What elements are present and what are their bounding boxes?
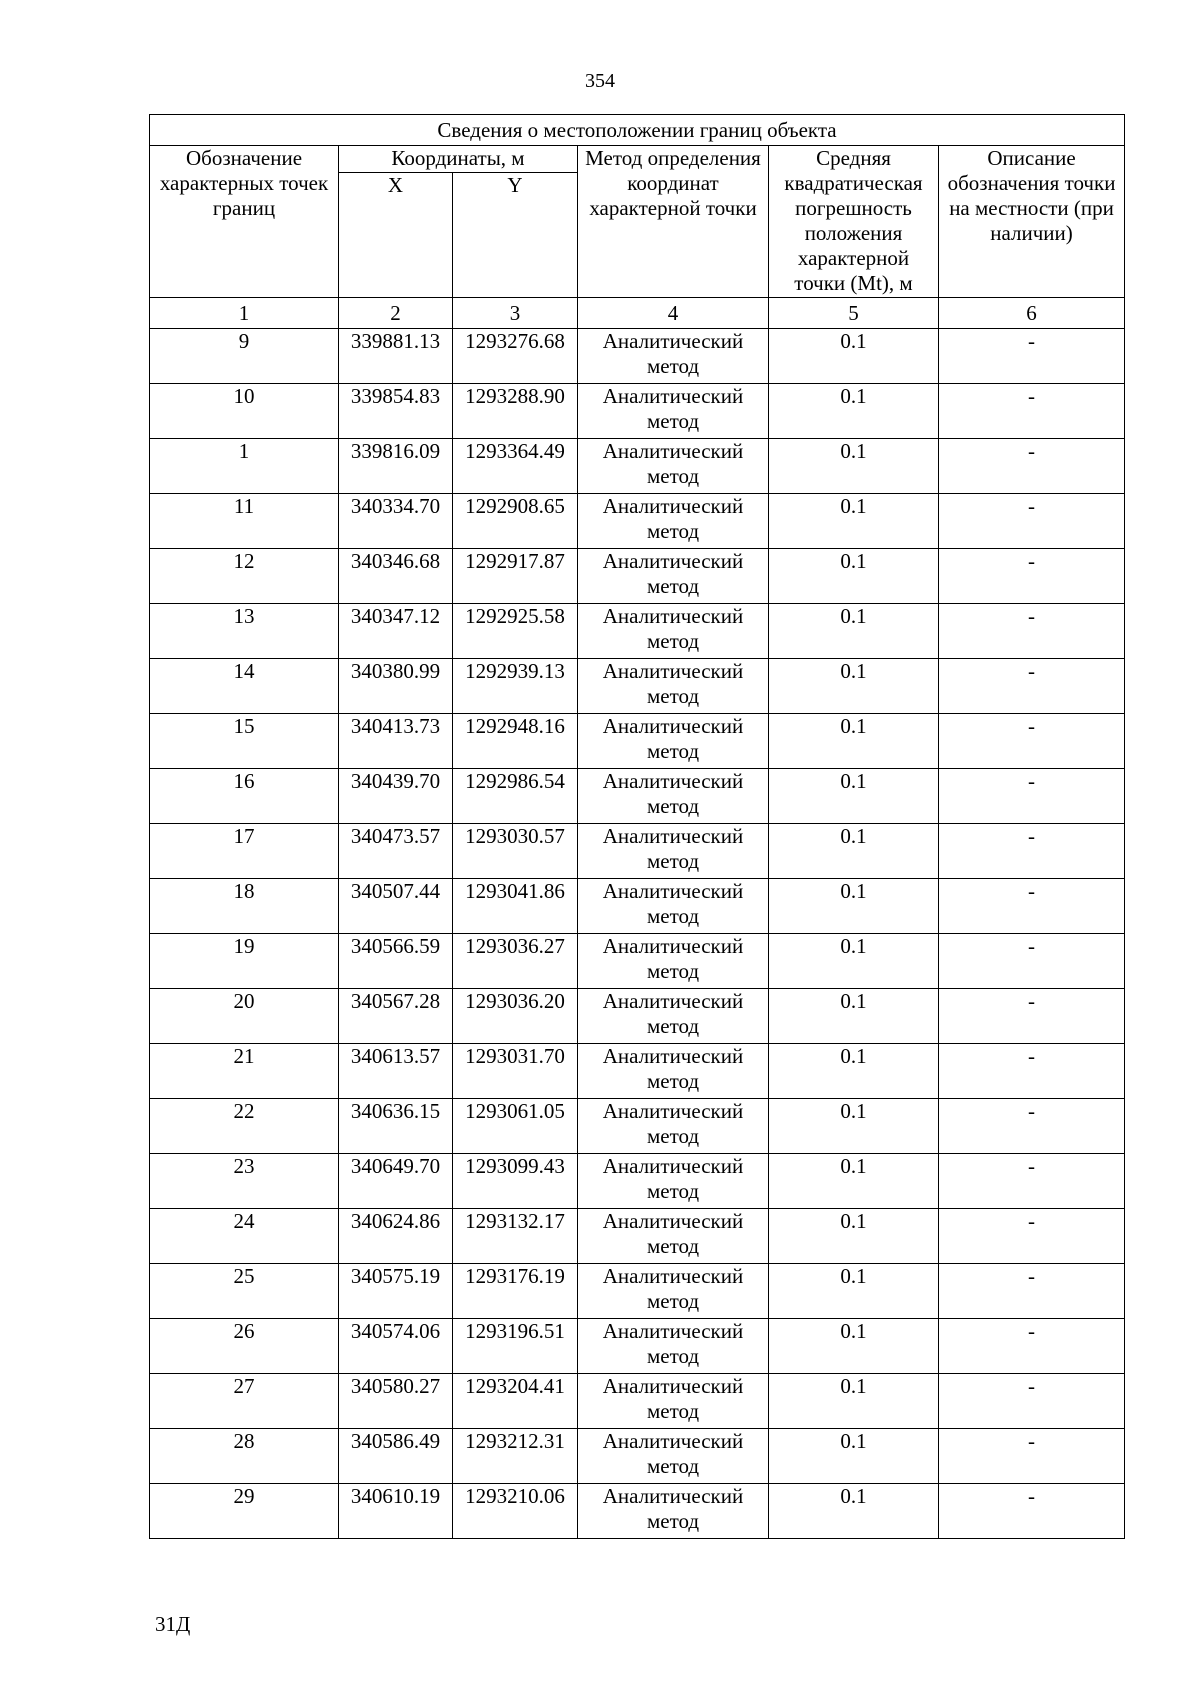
x-coordinate-cell: 340567.28 xyxy=(339,989,453,1044)
point-cell: 21 xyxy=(150,1044,339,1099)
point-cell: 28 xyxy=(150,1429,339,1484)
method-cell: Аналитический метод xyxy=(578,1044,769,1099)
footer-document-code: 31Д xyxy=(155,1612,191,1636)
boundary-coordinates-table xyxy=(149,114,1125,1539)
column-number: 6 xyxy=(939,298,1125,329)
error-cell: 0.1 xyxy=(769,1484,939,1539)
description-cell: - xyxy=(939,934,1125,989)
header-point-designation: Обозначение характерных точек границ xyxy=(150,146,339,298)
error-cell: 0.1 xyxy=(769,1319,939,1374)
method-cell: Аналитический метод xyxy=(578,384,769,439)
description-cell: - xyxy=(939,1264,1125,1319)
x-coordinate-cell: 340439.70 xyxy=(339,769,453,824)
y-coordinate-cell: 1293036.27 xyxy=(453,934,578,989)
x-coordinate-cell: 340380.99 xyxy=(339,659,453,714)
point-cell: 19 xyxy=(150,934,339,989)
x-coordinate-cell: 340613.57 xyxy=(339,1044,453,1099)
table-title: Сведения о местоположении границ объекта xyxy=(150,115,1125,146)
table-row xyxy=(150,1044,1125,1099)
header-mean-square-error: Средняя квадратическая погрешность положения характерной точки (Mt), м xyxy=(769,146,939,298)
method-cell: Аналитический метод xyxy=(578,1099,769,1154)
method-cell: Аналитический метод xyxy=(578,714,769,769)
column-number: 2 xyxy=(339,298,453,329)
point-cell: 12 xyxy=(150,549,339,604)
description-cell: - xyxy=(939,439,1125,494)
method-cell: Аналитический метод xyxy=(578,769,769,824)
error-cell: 0.1 xyxy=(769,1209,939,1264)
error-cell: 0.1 xyxy=(769,494,939,549)
table-row xyxy=(150,1099,1125,1154)
y-coordinate-cell: 1293030.57 xyxy=(453,824,578,879)
header-y: Y xyxy=(453,173,578,298)
error-cell: 0.1 xyxy=(769,714,939,769)
y-coordinate-cell: 1293288.90 xyxy=(453,384,578,439)
method-cell: Аналитический метод xyxy=(578,934,769,989)
x-coordinate-cell: 339854.83 xyxy=(339,384,453,439)
description-cell: - xyxy=(939,494,1125,549)
table-row xyxy=(150,1154,1125,1209)
description-cell: - xyxy=(939,329,1125,384)
column-number: 3 xyxy=(453,298,578,329)
y-coordinate-cell: 1293099.43 xyxy=(453,1154,578,1209)
column-number-row xyxy=(150,298,1125,329)
description-cell: - xyxy=(939,1319,1125,1374)
table-row xyxy=(150,1484,1125,1539)
error-cell: 0.1 xyxy=(769,604,939,659)
method-cell: Аналитический метод xyxy=(578,1484,769,1539)
x-coordinate-cell: 340624.86 xyxy=(339,1209,453,1264)
description-cell: - xyxy=(939,604,1125,659)
header-coordinates: Координаты, м xyxy=(339,146,578,173)
page-number: 354 xyxy=(585,70,615,92)
y-coordinate-cell: 1292986.54 xyxy=(453,769,578,824)
method-cell: Аналитический метод xyxy=(578,1209,769,1264)
description-cell: - xyxy=(939,769,1125,824)
y-coordinate-cell: 1293276.68 xyxy=(453,329,578,384)
point-cell: 23 xyxy=(150,1154,339,1209)
x-coordinate-cell: 340575.19 xyxy=(339,1264,453,1319)
description-cell: - xyxy=(939,384,1125,439)
error-cell: 0.1 xyxy=(769,1099,939,1154)
error-cell: 0.1 xyxy=(769,1264,939,1319)
error-cell: 0.1 xyxy=(769,329,939,384)
description-cell: - xyxy=(939,1429,1125,1484)
table-row xyxy=(150,439,1125,494)
table-body xyxy=(150,329,1125,1539)
table-row xyxy=(150,989,1125,1044)
y-coordinate-cell: 1293212.31 xyxy=(453,1429,578,1484)
table-row xyxy=(150,824,1125,879)
table-row xyxy=(150,659,1125,714)
y-coordinate-cell: 1292908.65 xyxy=(453,494,578,549)
header-method: Метод определения координат характерной точки xyxy=(578,146,769,298)
x-coordinate-cell: 340586.49 xyxy=(339,1429,453,1484)
table-row xyxy=(150,1319,1125,1374)
error-cell: 0.1 xyxy=(769,1374,939,1429)
x-coordinate-cell: 339816.09 xyxy=(339,439,453,494)
error-cell: 0.1 xyxy=(769,934,939,989)
column-number: 4 xyxy=(578,298,769,329)
header-point-description: Описание обозначения точки на местности (при наличии) xyxy=(939,146,1125,298)
method-cell: Аналитический метод xyxy=(578,329,769,384)
y-coordinate-cell: 1292917.87 xyxy=(453,549,578,604)
point-cell: 14 xyxy=(150,659,339,714)
point-cell: 20 xyxy=(150,989,339,1044)
point-cell: 16 xyxy=(150,769,339,824)
y-coordinate-cell: 1293061.05 xyxy=(453,1099,578,1154)
table-row xyxy=(150,1374,1125,1429)
error-cell: 0.1 xyxy=(769,824,939,879)
method-cell: Аналитический метод xyxy=(578,824,769,879)
point-cell: 11 xyxy=(150,494,339,549)
point-cell: 24 xyxy=(150,1209,339,1264)
x-coordinate-cell: 340334.70 xyxy=(339,494,453,549)
method-cell: Аналитический метод xyxy=(578,879,769,934)
point-cell: 27 xyxy=(150,1374,339,1429)
point-cell: 25 xyxy=(150,1264,339,1319)
x-coordinate-cell: 340347.12 xyxy=(339,604,453,659)
error-cell: 0.1 xyxy=(769,384,939,439)
x-coordinate-cell: 340507.44 xyxy=(339,879,453,934)
description-cell: - xyxy=(939,1044,1125,1099)
x-coordinate-cell: 340649.70 xyxy=(339,1154,453,1209)
method-cell: Аналитический метод xyxy=(578,439,769,494)
y-coordinate-cell: 1293031.70 xyxy=(453,1044,578,1099)
y-coordinate-cell: 1292948.16 xyxy=(453,714,578,769)
method-cell: Аналитический метод xyxy=(578,1319,769,1374)
method-cell: Аналитический метод xyxy=(578,494,769,549)
x-coordinate-cell: 340610.19 xyxy=(339,1484,453,1539)
x-coordinate-cell: 340473.57 xyxy=(339,824,453,879)
error-cell: 0.1 xyxy=(769,989,939,1044)
description-cell: - xyxy=(939,659,1125,714)
error-cell: 0.1 xyxy=(769,1154,939,1209)
point-cell: 9 xyxy=(150,329,339,384)
error-cell: 0.1 xyxy=(769,769,939,824)
error-cell: 0.1 xyxy=(769,1429,939,1484)
description-cell: - xyxy=(939,824,1125,879)
table-row xyxy=(150,494,1125,549)
description-cell: - xyxy=(939,1154,1125,1209)
point-cell: 13 xyxy=(150,604,339,659)
point-cell: 15 xyxy=(150,714,339,769)
table-row xyxy=(150,549,1125,604)
point-cell: 18 xyxy=(150,879,339,934)
method-cell: Аналитический метод xyxy=(578,1374,769,1429)
y-coordinate-cell: 1292939.13 xyxy=(453,659,578,714)
point-cell: 17 xyxy=(150,824,339,879)
description-cell: - xyxy=(939,1209,1125,1264)
error-cell: 0.1 xyxy=(769,879,939,934)
point-cell: 22 xyxy=(150,1099,339,1154)
point-cell: 10 xyxy=(150,384,339,439)
table-row xyxy=(150,714,1125,769)
error-cell: 0.1 xyxy=(769,439,939,494)
method-cell: Аналитический метод xyxy=(578,1264,769,1319)
y-coordinate-cell: 1293210.06 xyxy=(453,1484,578,1539)
table-row xyxy=(150,604,1125,659)
x-coordinate-cell: 340636.15 xyxy=(339,1099,453,1154)
description-cell: - xyxy=(939,1484,1125,1539)
x-coordinate-cell: 339881.13 xyxy=(339,329,453,384)
method-cell: Аналитический метод xyxy=(578,1154,769,1209)
x-coordinate-cell: 340574.06 xyxy=(339,1319,453,1374)
table-row xyxy=(150,1264,1125,1319)
method-cell: Аналитический метод xyxy=(578,604,769,659)
x-coordinate-cell: 340346.68 xyxy=(339,549,453,604)
y-coordinate-cell: 1292925.58 xyxy=(453,604,578,659)
table-row xyxy=(150,934,1125,989)
method-cell: Аналитический метод xyxy=(578,1429,769,1484)
method-cell: Аналитический метод xyxy=(578,549,769,604)
description-cell: - xyxy=(939,879,1125,934)
error-cell: 0.1 xyxy=(769,549,939,604)
column-number: 1 xyxy=(150,298,339,329)
y-coordinate-cell: 1293196.51 xyxy=(453,1319,578,1374)
header-x: X xyxy=(339,173,453,298)
table-row xyxy=(150,769,1125,824)
point-cell: 29 xyxy=(150,1484,339,1539)
method-cell: Аналитический метод xyxy=(578,989,769,1044)
x-coordinate-cell: 340566.59 xyxy=(339,934,453,989)
description-cell: - xyxy=(939,1099,1125,1154)
point-cell: 1 xyxy=(150,439,339,494)
y-coordinate-cell: 1293364.49 xyxy=(453,439,578,494)
description-cell: - xyxy=(939,714,1125,769)
x-coordinate-cell: 340580.27 xyxy=(339,1374,453,1429)
table-row xyxy=(150,384,1125,439)
y-coordinate-cell: 1293041.86 xyxy=(453,879,578,934)
description-cell: - xyxy=(939,1374,1125,1429)
point-cell: 26 xyxy=(150,1319,339,1374)
table-row xyxy=(150,1209,1125,1264)
y-coordinate-cell: 1293036.20 xyxy=(453,989,578,1044)
x-coordinate-cell: 340413.73 xyxy=(339,714,453,769)
error-cell: 0.1 xyxy=(769,1044,939,1099)
column-number: 5 xyxy=(769,298,939,329)
error-cell: 0.1 xyxy=(769,659,939,714)
description-cell: - xyxy=(939,549,1125,604)
table-row xyxy=(150,1429,1125,1484)
description-cell: - xyxy=(939,989,1125,1044)
y-coordinate-cell: 1293132.17 xyxy=(453,1209,578,1264)
y-coordinate-cell: 1293176.19 xyxy=(453,1264,578,1319)
table-row xyxy=(150,329,1125,384)
method-cell: Аналитический метод xyxy=(578,659,769,714)
table-row xyxy=(150,879,1125,934)
y-coordinate-cell: 1293204.41 xyxy=(453,1374,578,1429)
